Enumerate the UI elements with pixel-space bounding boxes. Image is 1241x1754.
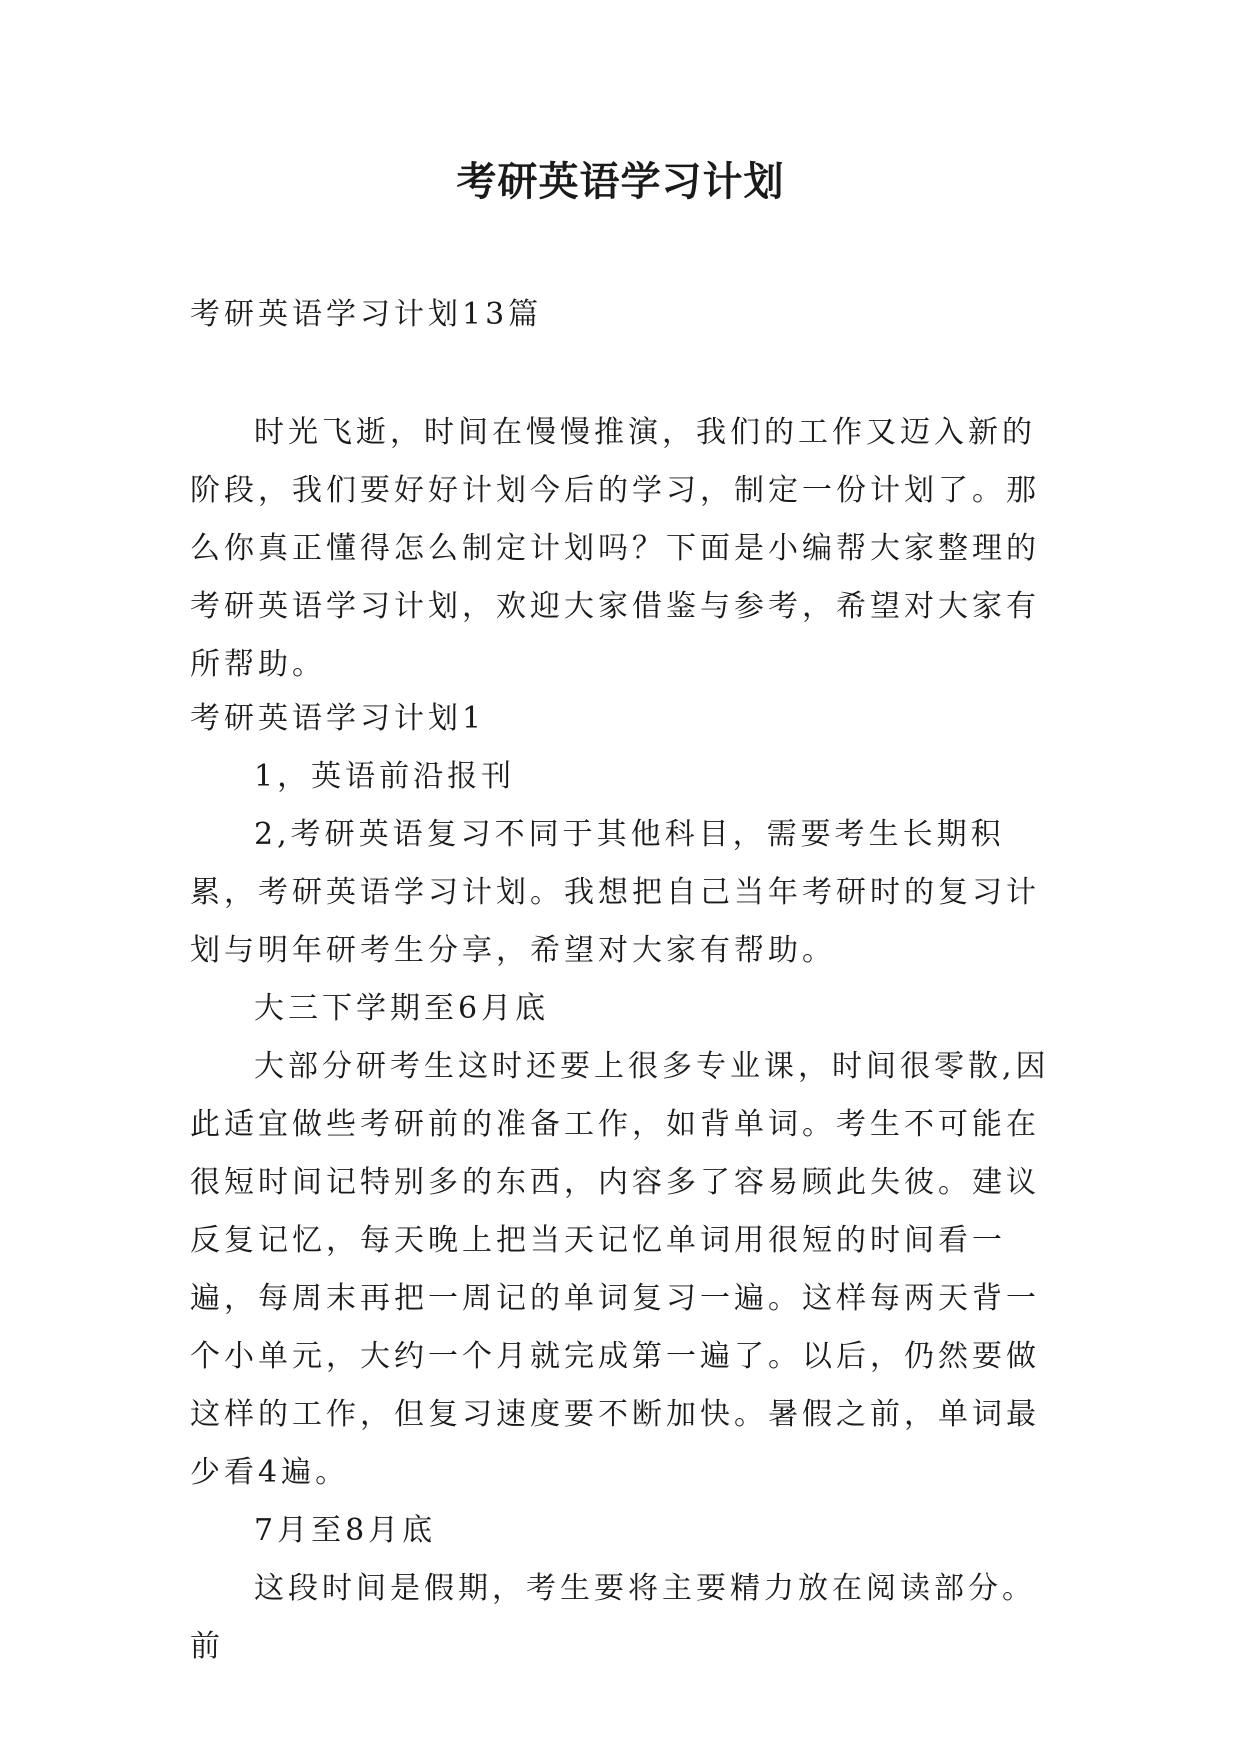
list-item-2: 2,考研英语复习不同于其他科目，需要考生长期积累，考研英语学习计划。我想把自己当年考研时的复习计划与明年研考生分享，希望对大家有帮助。 (190, 817, 1040, 968)
list-item-1: 1，英语前沿报刊 (254, 759, 516, 794)
intro-paragraph: 时光飞逝，时间在慢慢推演，我们的工作又迈入新的阶段，我们要好好计划今后的学习，制定一份计划了。那么你真正懂得怎么制定计划吗？下面是小编帮大家整理的考研英语学习计划，欢迎大家借鉴与参考，希望对大家有所帮助。 (190, 415, 1040, 682)
document-subtitle: 考研英语学习计划13篇 (190, 297, 543, 332)
section-1 (190, 690, 1050, 1676)
document-title: 考研英语学习计划 (456, 158, 785, 205)
section-heading: 考研英语学习计划1 (190, 701, 486, 736)
phase-2-paragraph: 这段时间是假期，考生要将主要精力放在阅读部分。前 (190, 1571, 1036, 1664)
phase-1-paragraph: 大部分研考生这时还要上很多专业课，时间很零散,因此适宜做些考研前的准备工作，如背单词。考生不可能在很短时间记特别多的东西，内容多了容易顾此失彼。建议反复记忆，每天晚上把当天记忆单词用很短的时间看一遍，每周末再把一周记的单词复习一遍。这样每两天背一个小单元，大约一个月就完成第一遍了。以后，仍然要做这样的工作，但复习速度要不断加快。暑假之前，单词最少看4遍。 (190, 1049, 1050, 1490)
phase-2-heading: 7月至8月底 (254, 1513, 437, 1548)
phase-1-heading: 大三下学期至6月底 (254, 991, 550, 1026)
